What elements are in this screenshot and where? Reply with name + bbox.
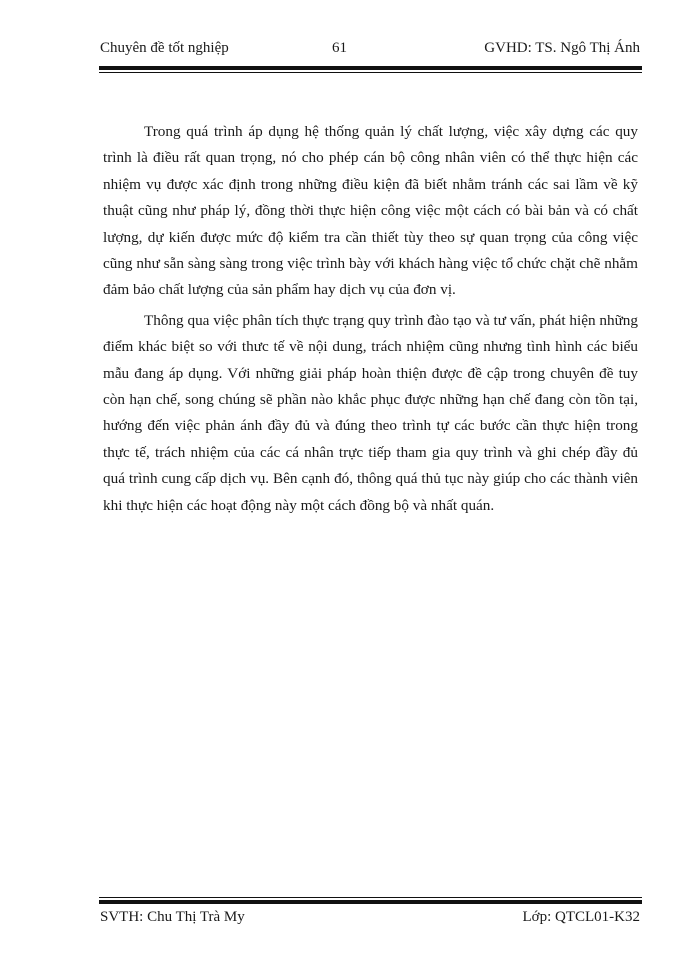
footer-class: Lớp: QTCL01-K32 [522,909,640,925]
body-text [103,119,638,523]
header-rule-thick [99,66,642,70]
header-document-type: Chuyên đề tốt nghiệp [100,40,229,56]
page-number: 61 [332,40,347,56]
footer-student: SVTH: Chu Thị Trà My [100,909,245,925]
header-rule-thin [99,72,642,73]
footer-rule-thick [99,900,642,904]
footer-rule-thin [99,897,642,898]
paragraph-1: Trong quá trình áp dụng hệ thống quản lý chất lượng, việc xây dựng các quy trình là điều rất quan trọng, nó cho phép cán bộ công nhân viên có thể thực hiện các nhiệm vụ được xác định trong những điều kiện đã biết nhằm tránh các sai lầm về kỹ thuật cũng như pháp lý, đồng thời thực hiện công việc một cách có bài bản và có chất lượng, dự kiến được mức độ kiểm tra cần thiết tùy theo sự quan trọng của công việc cũng như sẵn sàng sàng trong việc trình bày với khách hàng việc tổ chức chặt chẽ nhằm đảm bảo chất lượng của sản phẩm hay dịch vụ của đơn vị. [103,123,638,299]
header-supervisor: GVHD: TS. Ngô Thị Ánh [484,40,640,56]
paragraph-2: Thông qua việc phân tích thực trạng quy trình đào tạo và tư vấn, phát hiện những điểm khác biệt so với thưc tế về nội dung, trách nhiệm cũng nhưng tình hình các biểu mẫu đang áp dụng. Với những giải pháp hoàn thiện được đề cập trong chuyên đề tuy còn hạn chế, song chúng sẽ phần nào khắc phục được những hạn chế đang còn tồn tại, hướng đến việc phản ánh đầy đủ và đúng theo trình tự các bước cần thực hiện trong thực tế, trách nhiệm của các cá nhân trực tiếp tham gia quy trình và ghi chép đầy đủ quá trình cung cấp dịch vụ. Bên cạnh đó, thông quá thủ tục này giúp cho các thành viên khi thực hiện các hoạt động này một cách đồng bộ và nhất quán. [103,311,638,514]
page-footer [100,909,640,933]
page-header [100,40,640,64]
